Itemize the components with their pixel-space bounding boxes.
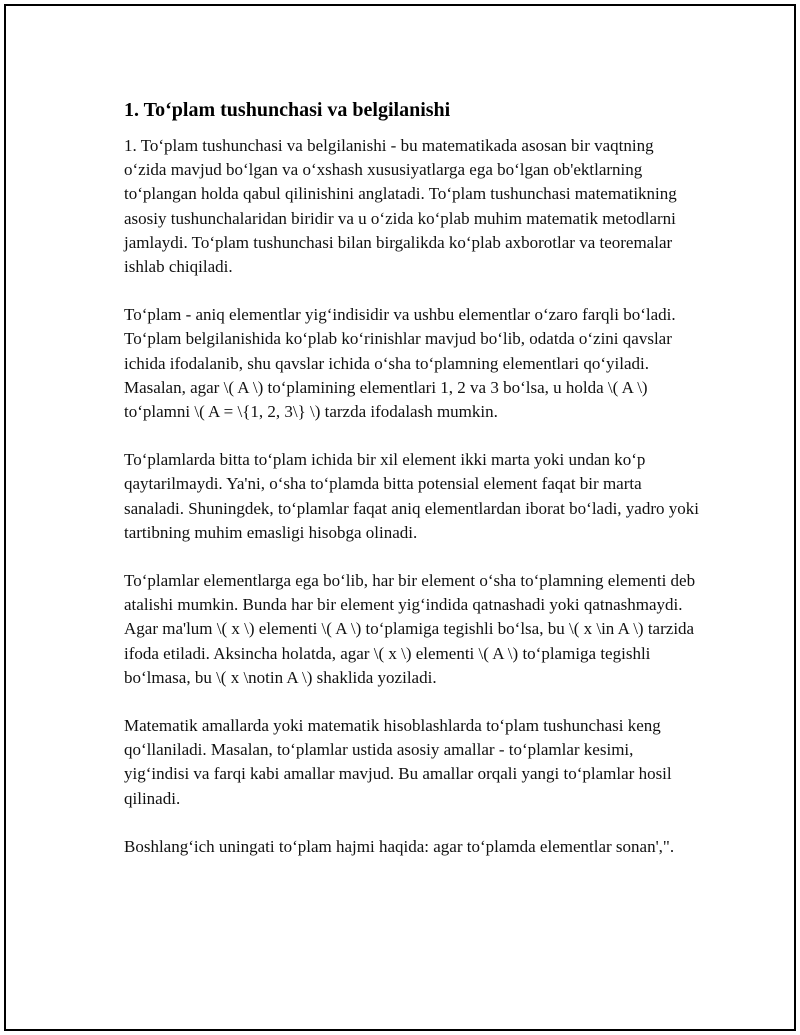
paragraph-3: To‘plamlarda bitta to‘plam ichida bir xil element ikki marta yoki undan ko‘p qaytarilmaydi. Ya'ni, o‘sha to‘plamda bitta potensial element faqat bir marta sanaladi. Shuningdek, to‘plamlar faqat aniq elementlardan iborat bo‘ladi, yadro yoki tartibning muhim emasligi hisobga olinadi.	[124, 450, 699, 542]
paragraph-5: Matematik amallarda yoki matematik hisoblashlarda to‘plam tushunchasi keng qo‘llaniladi. Masalan, to‘plamlar ustida asosiy amallar - to‘plamlar kesimi, yig‘indisi va farqi kabi amallar mavjud. Bu amallar orqali yangi to‘plamlar hosil qilinadi.	[124, 716, 672, 808]
paragraph-4: To‘plamlar elementlarga ega bo‘lib, har bir element o‘sha to‘plamning elementi deb atalishi mumkin. Bunda har bir element yig‘indida qatnashadi yoki qatnashmaydi. Agar ma'lum \( x \) elementi \( A \) to‘plamiga tegishli bo‘lsa, bu \( x \in A \) tarzida ifoda etiladi. Aksincha holatda, agar \( x \) elementi \( A \) to‘plamiga tegishli bo‘lmasa, bu \( x \notin A \) shaklida yoziladi.	[124, 571, 696, 687]
paragraph-2: To‘plam - aniq elementlar yig‘indisidir va ushbu elementlar o‘zaro farqli bo‘ladi. To‘plam belgilanishida ko‘plab ko‘rinishlar mavjud bo‘lib, odatda o‘zini qavslar ichida ifodalanib, shu qavslar ichida o‘sha to‘plamning elementlari qo‘yiladi. Masalan, agar \( A \) to‘plamining elementlari 1, 2 va 3 bo‘lsa, u holda \( A \) to‘plamni \( A = \{1, 2, 3\} \) tarzda ifodalash mumkin.	[124, 305, 676, 422]
paragraph-6: Boshlang‘ich uningati to‘plam hajmi haqida: agar to‘plamda elementlar sonan',".	[124, 836, 675, 856]
document-heading: 1. To‘plam tushunchasi va belgilanishi	[124, 99, 451, 121]
document-body	[119, 96, 699, 859]
page-frame	[4, 4, 796, 1031]
paragraph-1: 1. To‘plam tushunchasi va belgilanishi - bu matematikada asosan bir vaqtning o‘zida mavjud bo‘lgan va o‘xshash xususiyatlarga ega bo‘lgan ob'ektlarning to‘plangan holda qabul qilinishini anglatadi. To‘plam tushunchasi matematikning asosiy tushunchalaridan biridir va u o‘zida ko‘plab muhim matematik metodlarni jamlaydi. To‘plam tushunchasi bilan birgalikda ko‘plab axborotlar va teoremalar ishlab chiqiladi.	[124, 136, 677, 277]
